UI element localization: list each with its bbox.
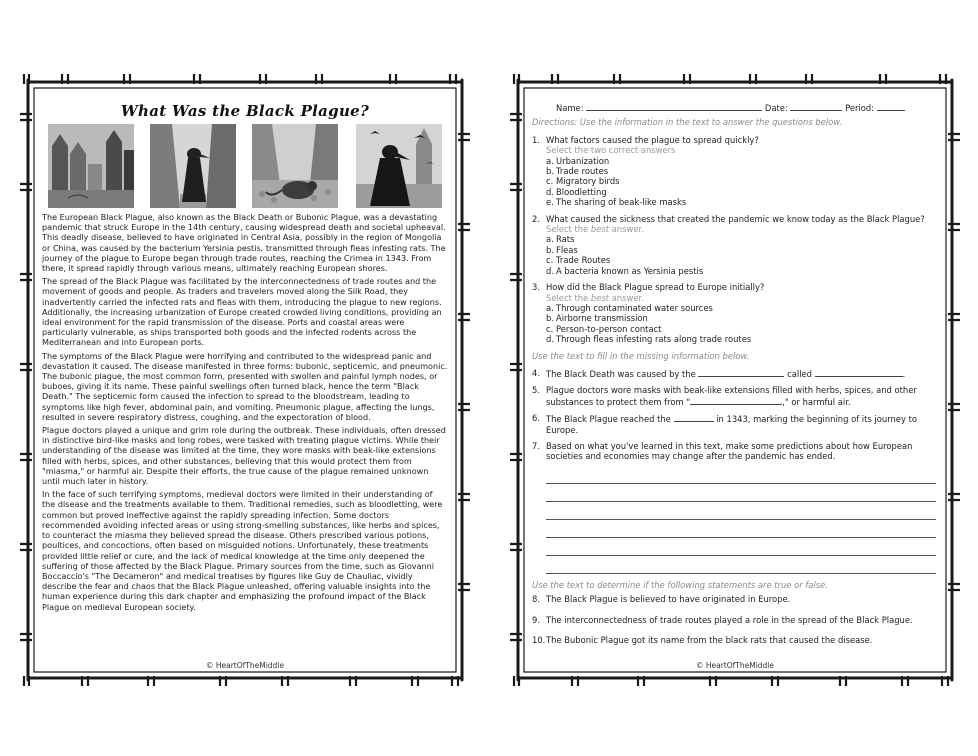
hint-emphasis: best (590, 224, 610, 235)
option-a[interactable] (546, 156, 936, 166)
question-number: 1. (532, 134, 540, 145)
question-number: 7. (532, 440, 540, 451)
question-text: Plague doctors wore masks with beak-like extensions filled with herbs, spices, and other substances to protect them from " (546, 385, 917, 407)
writing-line[interactable] (546, 484, 936, 502)
option-text: Urbanization (556, 155, 610, 166)
option-letter: a. (546, 155, 554, 166)
question-text: What caused the sickness that created the pandemic we know today as the Black Plague? (546, 213, 925, 224)
question-number: 4. (532, 367, 540, 378)
fill-blank[interactable] (698, 368, 784, 377)
option-b[interactable] (546, 313, 936, 323)
option-letter: e. (546, 197, 554, 208)
question-6 (532, 413, 936, 435)
option-a[interactable] (546, 234, 936, 244)
fill-blank[interactable] (674, 413, 714, 422)
hint-text: Select the (546, 292, 591, 303)
option-d[interactable] (546, 334, 936, 344)
date-field[interactable] (790, 102, 842, 111)
hint-text: Select the (546, 224, 591, 235)
worksheet-content (532, 102, 936, 651)
option-a[interactable] (546, 303, 936, 313)
option-text: Fleas (556, 244, 578, 255)
option-letter: c. (546, 176, 554, 187)
period-label: Period: (845, 103, 874, 113)
period-field[interactable] (877, 102, 905, 111)
option-text: Bloodletting (556, 186, 607, 197)
option-letter: d. (546, 265, 554, 276)
option-letter: c. (546, 255, 554, 266)
question-4 (532, 368, 936, 379)
option-text: The sharing of beak-like masks (556, 197, 687, 208)
fill-blank[interactable] (690, 396, 782, 405)
rat-cobblestone-street-image (252, 124, 338, 208)
question-number: 8. (532, 594, 540, 605)
student-info-row (532, 102, 936, 113)
option-letter: c. (546, 323, 554, 334)
directions-questions: Directions: Use the information in the text to answer the questions below. (532, 117, 843, 128)
option-text: Trade routes (556, 166, 609, 177)
question-7 (532, 441, 936, 462)
question-text: The interconnectedness of trade routes played a role in the spread of the Black Plague. (546, 614, 913, 625)
paragraph-spread: The spread of the Black Plague was facilitated by the interconnectedness of trade routes and the movement of goods and people. As traders and travelers moved along the Silk Road, they inadvertently carried the infected rats and fleas with them, introducing the plague to new regions. Additionally, the increasing urbanization of Europe created crowded living conditions, providing an ideal environment for the rapid transmission of the disease. Ports and coastal areas were particularly vulnerable, as ships transported both goods and the infected rodents across the Mediterranean and into European ports. (42, 276, 442, 348)
writing-line[interactable] (546, 466, 936, 484)
option-letter: b. (546, 244, 554, 255)
question-text: called (787, 368, 812, 379)
article-content (42, 92, 448, 672)
article-page (20, 74, 470, 686)
question-1 (532, 135, 936, 208)
option-e[interactable] (546, 197, 936, 207)
question-2 (532, 214, 936, 276)
worksheet-page (510, 74, 960, 686)
option-letter: b. (546, 166, 554, 177)
question-number: 10. (532, 635, 546, 645)
option-text: Through contaminated water sources (556, 302, 713, 313)
question-text: . (902, 368, 906, 379)
medieval-canal-city-image (48, 124, 134, 208)
question-number: 5. (532, 385, 540, 396)
question-number: 3. (532, 282, 540, 293)
option-text: Through fleas infesting rats along trade routes (556, 334, 752, 345)
question-text: The Bubonic Plague got its name from the black rats that caused the disease. (546, 635, 873, 645)
question-text: The Black Plague reached the (546, 414, 671, 425)
option-text: Person-to-person contact (556, 323, 662, 334)
paragraph-plague-doctors: Plague doctors played a unique and grim role during the outbreak. These individuals, often dressed in distinctive bird-like masks and long robes, were tasked with treating plague victims. While their understanding of the disease was limited at the time, they wore masks with beak-like extensions filled with herbs, spices, and other substances, believing that this would protect them from "miasma," or harmful air. Despite their efforts, the true cause of the plague remained unknown until much later in history. (42, 425, 446, 487)
plague-doctor-street-image (150, 124, 236, 208)
copyright-footer: © HeartOfTheMiddle (695, 661, 775, 670)
response-lines[interactable] (532, 466, 936, 574)
question-10 (532, 635, 936, 645)
directions-fill-in: Use the text to fill in the missing information below. (532, 350, 750, 361)
question-3 (532, 282, 936, 344)
question-9 (532, 615, 936, 625)
option-text: Airborne transmission (556, 313, 648, 324)
writing-line[interactable] (546, 556, 936, 574)
option-text: Migratory birds (556, 176, 620, 187)
question-text: ," or harmful air. (782, 396, 851, 407)
option-text: Trade Routes (556, 255, 611, 266)
name-label: Name: (556, 103, 584, 113)
question-text: How did the Black Plague spread to Europe initially? (546, 282, 765, 293)
writing-line[interactable] (546, 520, 936, 538)
paragraph-treatments: In the face of such terrifying symptoms, medieval doctors were limited in their understanding of the disease and the treatments available to them. Traditional remedies, such as bloodletting, were common but proved ineffective against the rapidly spreading infection. Some doctors recommended avoiding infected areas or using strong-smelling substances, like herbs and spices, to counteract the miasma they believed spread the disease. Others prescribed various potions, poultices, and concoctions, often based on misguided notions. Unfortunately, these treatments provided little relief or cure, and the lack of medical knowledge at the time only deepened the suffering of those affected by the Black Plague. Primary sources from the time, such as Giovanni Boccaccio's "The Decameron" and medical treatises by figures like Guy de Chauliac, vividly describe the fear and chaos that the Black Plague unleashed, offering valuable insights into the human experience during this dark chapter and emphasizing the profound impact of the Black Plague on medieval European society. (42, 489, 443, 612)
option-d[interactable] (546, 187, 936, 197)
option-letter: a. (546, 234, 554, 245)
option-c[interactable] (546, 255, 936, 265)
question-text: The Black Death was caused by the (546, 368, 696, 379)
fill-blank[interactable] (815, 368, 903, 377)
answer-hint (546, 224, 936, 234)
option-letter: d. (546, 334, 554, 345)
option-c[interactable] (546, 324, 936, 334)
hint-text: answer. (609, 224, 644, 235)
option-letter: b. (546, 313, 554, 324)
question-text: What factors caused the plague to spread quickly? (546, 134, 759, 145)
article-body (42, 212, 448, 615)
hint-emphasis: best (590, 292, 610, 303)
hint-text: answer. (609, 292, 644, 303)
directions-true-false: Use the text to determine if the following statements are true or false. (532, 579, 828, 590)
question-text: in 1343, marking the beginning of its journey to Europe. (546, 414, 917, 435)
answer-hint (546, 293, 936, 303)
option-b[interactable] (546, 166, 936, 176)
option-text: Rats (556, 234, 575, 245)
option-d[interactable] (546, 266, 936, 276)
paragraph-symptoms: The symptoms of the Black Plague were horrifying and contributed to the widespread panic and devastation it caused. The disease manifested in three forms: bubonic, septicemic, and pneumonic. The bubonic plague, the most common form, presented with swollen and painful lymph nodes, or buboes, giving it its name. These painful swellings often turned black, hence the term "Black Death." The septicemic form caused the infection to spread to the bloodstream, leading to symptoms like high fever, abdominal pain, and vomiting. Pneumonic plague, affecting the lungs, resulted in severe respiratory distress, coughing, and the expectoration of blood. (42, 350, 448, 422)
option-letter: d. (546, 186, 554, 197)
question-number: 9. (532, 614, 540, 625)
option-b[interactable] (546, 245, 936, 255)
question-number: 2. (532, 213, 540, 224)
image-strip (48, 124, 442, 208)
option-text: A bacteria known as Yersinia pestis (556, 265, 704, 276)
copyright-footer: © HeartOfTheMiddle (205, 661, 285, 670)
date-label: Date: (764, 103, 788, 113)
writing-line[interactable] (546, 502, 936, 520)
paragraph-origins: The European Black Plague, also known as the Black Death or Bubonic Plague, was a devastating pandemic that struck Europe in the 14th century, causing widespread death and societal upheaval. This deadly disease, believed to have originated in Central Asia, possibly in the region of Mongolia or China, was caused by the bacterium Yersinia pestis, transmitted through fleas infesting rats. The journey of the plague to Europe began through trade routes, reaching the Crimea in 1343. From there, it spread rapidly through various means, ultimately reaching European shores. (42, 212, 446, 274)
question-5 (532, 385, 936, 407)
question-8 (532, 594, 936, 604)
question-text: Based on what you've learned in this text, make some predictions about how European societies and economies may change after the pandemic has ended. (546, 440, 913, 462)
option-letter: a. (546, 302, 554, 313)
answer-hint: Select the two correct answers (546, 145, 676, 156)
plague-doctor-crows-image (356, 124, 442, 208)
question-text: The Black Plague is believed to have originated in Europe. (546, 594, 791, 605)
question-number: 6. (532, 413, 540, 424)
option-c[interactable] (546, 176, 936, 186)
name-field[interactable] (586, 102, 762, 111)
page-title: What Was the Black Plague? (120, 102, 370, 120)
writing-line[interactable] (546, 538, 936, 556)
